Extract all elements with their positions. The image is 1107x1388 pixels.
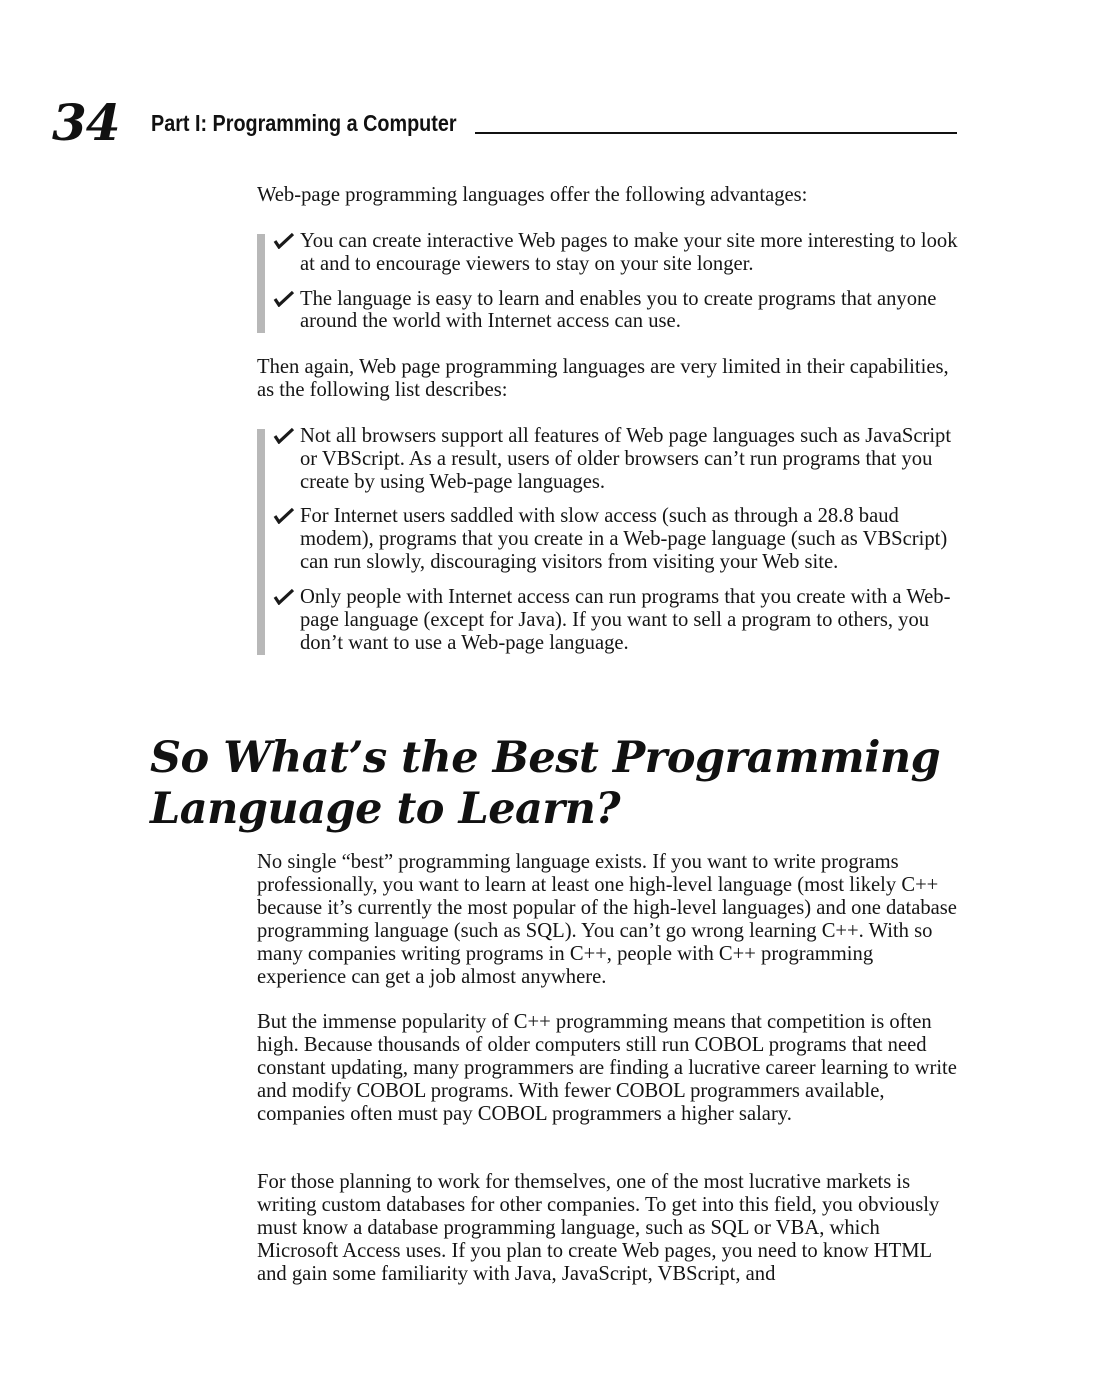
list-item-text: Only people with Internet access can run programs that you create with a Web-page language (except for Java). If you want to sell a program to others, you don’t want to use a Web-page language. — [300, 585, 951, 654]
list-item — [300, 586, 959, 655]
list-item-text: The language is easy to learn and enables you to create programs that anyone around the world with Internet access can use. — [300, 287, 937, 333]
header-rule — [475, 132, 957, 134]
body-paragraph: But the immense popularity of C++ programming means that competition is often high. Because thousands of older computers still run COBOL programs that need constant updating, many programmers are finding a lucrative career learning to write and modify COBOL programs. With fewer COBOL programmers available, companies often must pay COBOL programmers a higher salary. — [257, 1011, 957, 1125]
check-mark-icon — [273, 587, 295, 605]
advantages-intro: Web-page programming languages offer the following advantages: — [257, 184, 808, 206]
advantages-list — [257, 230, 959, 333]
running-head: Part I: Programming a Computer — [151, 110, 457, 136]
body-paragraph: No single “best” programming language exists. If you want to write programs professionally, you want to learn at least one high-level language (most likely C++ because it’s currently the most popular of the high-level languages) and one database programming language (such as SQL). You can’t go wrong learning C++. With so many companies writing programs in C++, people with C++ programming experience can get a job almost anywhere. — [257, 851, 957, 988]
list-item-text: Not all browsers support all features of Web page languages such as JavaScript or VBScript. As a result, users of older browsers can’t run programs that you create by using Web-page languages. — [300, 425, 952, 493]
section-heading: So What’s the Best Programming Language to Learn? — [150, 733, 941, 834]
page-number: 34 — [52, 93, 120, 152]
list-item-text: You can create interactive Web pages to make your site more interesting to look at and to encourage viewers to stay on your site longer. — [300, 230, 958, 275]
limitations-intro: Then again, Web page programming languages are very limited in their capabilities, as the following list describes: — [257, 356, 949, 401]
check-mark-icon — [273, 426, 295, 444]
check-mark-icon — [273, 506, 295, 524]
check-mark-icon — [273, 289, 295, 307]
check-mark-icon — [273, 231, 295, 249]
list-side-bar — [257, 234, 265, 333]
limitations-list — [257, 425, 959, 655]
list-item — [300, 230, 959, 276]
list-side-bar — [257, 429, 265, 655]
list-item — [300, 425, 959, 494]
list-item-text: For Internet users saddled with slow access (such as through a 28.8 baud modem), programs that you create in a Web-page language (such as VBScript) can run slowly, discouraging visitors from visiting your Web site. — [300, 505, 948, 574]
list-item — [300, 505, 959, 574]
body-paragraph: For those planning to work for themselves, one of the most lucrative markets is writing custom databases for other companies. To get into this field, you obviously must know a database programming language, such as SQL or VBA, which Microsoft Access uses. If you plan to create Web pages, you need to know HTML and gain some familiarity with Java, JavaScript, VBScript, and — [257, 1171, 940, 1285]
list-item — [300, 288, 959, 334]
